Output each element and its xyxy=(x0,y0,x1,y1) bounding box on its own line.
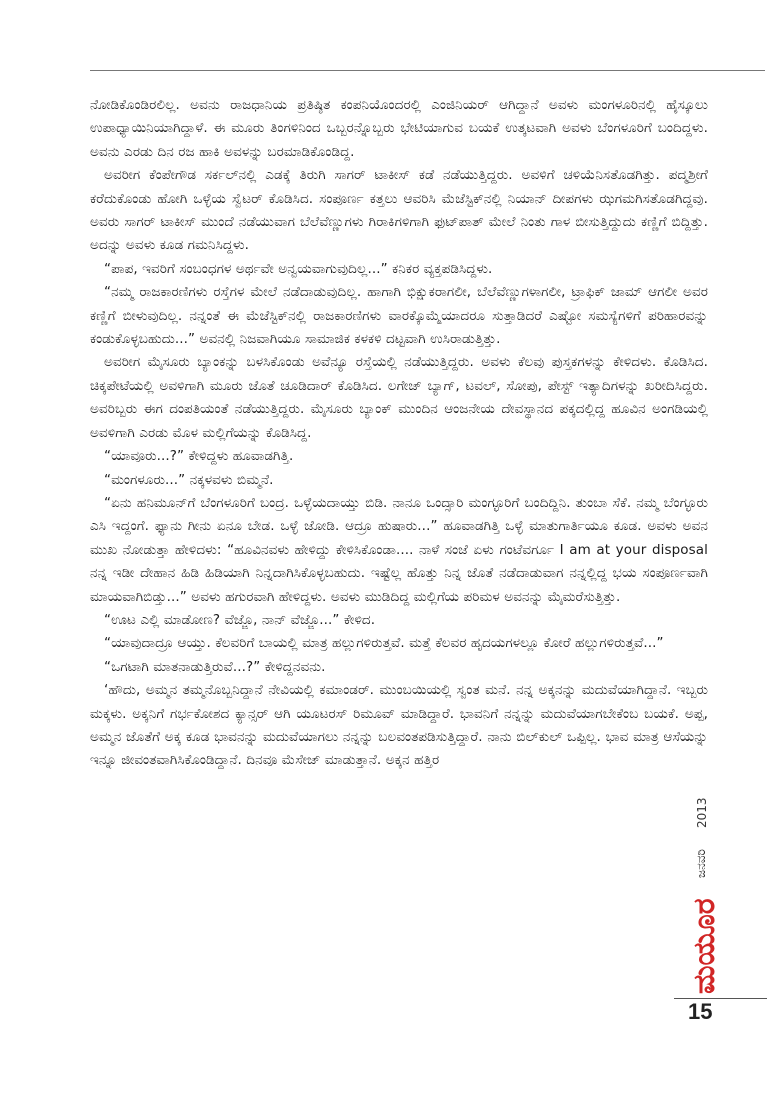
top-rule xyxy=(90,70,765,71)
paragraph: ನೋಡಿಕೊಂಡಿರಲಿಲ್ಲ. ಅವನು ರಾಜಧಾನಿಯ ಪ್ರತಿಷ್ಠಿತ ಕಂಪನಿಯೊಂದರಲ್ಲಿ ಎಂಜಿನಿಯರ್ ಆಗಿದ್ದಾನೆ ಅವಳು ಮಂಗಳೂರಿನಲ್ಲಿ ಹೈಸ್ಕೂಲು ಉಪಾಧ್ಯಾಯಿನಿಯಾಗಿದ್ದಾಳೆ. ಈ ಮೂರು ತಿಂಗಳಿನಿಂದ ಒಬ್ಬರನ್ನೊಬ್ಬರು ಭೇಟಿಯಾಗುವ ಬಯಕೆ ಉತ್ಕಟವಾಗಿ ಅವಳು ಬೆಂಗಳೂರಿಗೆ ಬಂದಿದ್ದಳು. ಅವನು ಎರಡು ದಿನ ರಜ ಹಾಕಿ ಅವಳನ್ನು ಬರಮಾಡಿಕೊಂಡಿದ್ದ. xyxy=(90,97,708,160)
paragraph: “ನಮ್ಮ ರಾಜಕಾರಣಿಗಳು ರಸ್ತೆಗಳ ಮೇಲೆ ನಡೆದಾಡುವುದಿಲ್ಲ. ಹಾಗಾಗಿ ಭಿಕ್ಷುಕರಾಗಲೀ, ಬೆಲೆವೆಣ್ಣುಗಳಾಗಲೀ, ಟ್ರಾಫಿಕ್ ಜಾಮ್ ಆಗಲೀ ಅವರ ಕಣ್ಣಿಗೆ ಬೀಳುವುದಿಲ್ಲ. ನನ್ನಂತೆ ಈ ಮೆಜೆಸ್ಟಿಕ್‌ನಲ್ಲಿ ರಾಜಕಾರಣಿಗಳು ವಾರಕ್ಕೊಮ್ಮೆಯಾದರೂ ಸುತ್ತಾಡಿದರೆ ಎಷ್ಟೋ ಸಮಸ್ಯೆಗಳಿಗೆ ಪರಿಹಾರವನ್ನು ಕಂಡುಕೊಳ್ಳಬಹುದು...” ಅವನಲ್ಲಿ ನಿಜವಾಗಿಯೂ ಸಾಮಾಜಿಕ ಕಳಕಳಿ ದಟ್ಟವಾಗಿ ಉಸಿರಾಡುತ್ತಿತ್ತು. xyxy=(90,284,708,348)
paragraph: ಅವರೀಗ ಮೈಸೂರು ಬ್ಯಾಂಕನ್ನು ಬಳಸಿಕೊಂಡು ಅವೆನ್ಯೂ ರಸ್ತೆಯಲ್ಲಿ ನಡೆಯುತ್ತಿದ್ದರು. ಅವಳು ಕೆಲವು ಪುಸ್ತಕಗಳನ್ನು ಕೇಳಿದಳು. ಕೊಡಿಸಿದ. ಚಿಕ್ಕಪೇಟೆಯಲ್ಲಿ ಅವಳಿಗಾಗಿ ಮೂರು ಜೊತೆ ಚೂಡಿದಾರ್ ಕೊಡಿಸಿದ. ಲಗೇಜ್ ಬ್ಯಾಗ್, ಟವಲ್, ಸೋಪು, ಪೇಸ್ಟ್ ಇತ್ಯಾದಿಗಳನ್ನು ಖರೀದಿಸಿದ್ದರು. ಅವರಿಬ್ಬರು ಈಗ ದಂಪತಿಯಂತೆ ನಡೆಯುತ್ತಿದ್ದರು. ಮೈಸೂರು ಬ್ಯಾಂಕ್ ಮುಂದಿನ ಆಂಜನೇಯ ದೇವಸ್ಥಾನದ ಪಕ್ಕದಲ್ಲಿದ್ದ ಹೂವಿನ ಅಂಗಡಿಯಲ್ಲಿ ಅವಳಿಗಾಗಿ ಎರಡು ಮೊಳ ಮಲ್ಲಿಗೆಯನ್ನು ಕೊಡಿಸಿದ್ದ. xyxy=(90,354,708,441)
magazine-side-strip xyxy=(683,790,727,1000)
page-number: 15 xyxy=(688,999,713,1024)
paragraph: “ಪಾಪ, ಇವರಿಗೆ ಸಂಬಂಧಗಳ ಅರ್ಥವೇ ಅನ್ವಯವಾಗುವುದಿಲ್ಲ...” ಕನಿಕರ ವ್ಯಕ್ತಪಡಿಸಿದ್ದಳು. xyxy=(104,260,493,277)
paragraph: ‘ಹೌದು, ಅಮ್ಮನ ತಮ್ಮನೊಬ್ಬನಿದ್ದಾನೆ ನೇವಿಯಲ್ಲಿ ಕಮಾಂಡರ್. ಮುಂಬಯಿಯಲ್ಲಿ ಸ್ವಂತ ಮನೆ. ನನ್ನ ಅಕ್ಕನನ್ನು ಮದುವೆಯಾಗಿದ್ದಾನೆ. ಇಬ್ಬರು ಮಕ್ಕಳು. ಅಕ್ಕನಿಗೆ ಗರ್ಭಕೋಶದ ಕ್ಯಾನ್ಸರ್ ಆಗಿ ಯೂಟರಸ್ ರಿಮೂವ್ ಮಾಡಿದ್ದಾರೆ. ಭಾವನಿಗೆ ನನ್ನನ್ನು ಮದುವೆಯಾಗಬೇಕೆಂಬ ಬಯಕೆ. ಅಪ್ಪ, ಅಮ್ಮನ ಜೊತೆಗೆ ಅಕ್ಕ ಕೂಡ ಭಾವನನ್ನು ಮದುವೆಯಾಗಲು ನನ್ನನ್ನು ಬಲವಂತಪಡಿಸುತ್ತಿದ್ದಾರೆ. ನಾನು ಬಿಲ್‌ಕುಲ್ ಒಪ್ಪಿಲ್ಲ. ಭಾವ ಮಾತ್ರ ಆಸೆಯನ್ನು ಇನ್ನೂ ಜೀವಂತವಾಗಿಸಿಕೊಂಡಿದ್ದಾನೆ. ದಿನವೂ ಮೆಸೇಜ್ ಮಾಡುತ್ತಾನೆ. ಅಕ್ಕನ ಹತ್ತಿರ xyxy=(90,682,708,769)
paragraph: “ಏನು ಹನಿಮೂನ್‌ಗೆ ಬೆಂಗಳೂರಿಗೆ ಬಂದ್ರ. ಒಳ್ಳೆಯದಾಯ್ತು ಬಿಡಿ. ನಾನೂ ಒಂದ್ಸಾರಿ ಮಂಗ್ಳೂರಿಗೆ ಬಂದಿದ್ದಿನಿ. ತುಂಬಾ ಸೆಕೆ. ನಮ್ಮ ಬೆಂಗ್ಳೂರು ಎಸಿ ಇದ್ದಂಗೆ. ಫ್ಯಾನು ಗೀನು ಏನೂ ಬೇಡ. ಒಳ್ಳೆ ಜೋಡಿ. ಆದ್ರೂ ಹುಷಾರು...” ಹೂವಾಡಗಿತ್ತಿ ಒಳ್ಳೆ ಮಾತುಗಾರ್ತಿಯೂ ಕೂಡ. ಅವಳು ಅವನ ಮುಖ ನೋಡುತ್ತಾ ಹೇಳಿದಳು: “ಹೂವಿನವಳು ಹೇಳಿದ್ದು ಕೇಳಿಸಿಕೊಂಡಾ.... ನಾಳೆ ಸಂಜೆ ಏಳು ಗಂಟೆವರ್ಗೂ I am at your disposal ನನ್ನ ಇಡೀ ದೇಹಾನ ಹಿಡಿ ಹಿಡಿಯಾಗಿ ನಿನ್ನದಾಗಿಸಿಕೊಳ್ಳಬಹುದು. ಇಷ್ಟೆಲ್ಲ ಹೊತ್ತು ನಿನ್ನ ಜೊತೆ ನಡೆದಾಡುವಾಗ ನನ್ನಲ್ಲಿದ್ದ ಭಯ ಸಂಪೂರ್ಣವಾಗಿ ಮಾಯವಾಗಿಬಿಡ್ತು...” ಅವಳು ಹಗುರವಾಗಿ ಹೇಳಿದ್ದಳು. ಅವಳು ಮುಡಿದಿದ್ದ ಮಲ್ಲಿಗೆಯ ಪರಿಮಳ ಅವನನ್ನು ಮೈಮರೆಸುತ್ತಿತ್ತು. xyxy=(90,494,708,605)
issue-year: 2013 xyxy=(695,797,709,829)
article-body xyxy=(90,94,708,773)
magazine-name: ಮಯೂರ xyxy=(687,898,722,994)
paragraph: “ಊಟ ಎಲ್ಲಿ ಮಾಡೋಣ? ವೆಜ್ಜೊ, ನಾನ್ ವೆಜ್ಜೊ...” ಕೇಳಿದ. xyxy=(104,611,376,628)
paragraph: “ಒಗಟಾಗಿ ಮಾತನಾಡುತ್ತಿರುವೆ...?” ಕೇಳಿದ್ದನವನು. xyxy=(104,658,326,675)
paragraph: “ಯಾವೂರು...?” ಕೇಳಿದ್ದಳು ಹೂವಾಡಗಿತ್ತಿ. xyxy=(104,448,294,465)
paragraph: “ಯಾವುದಾದ್ರೂ ಆಯ್ತು. ಕೆಲವರಿಗೆ ಬಾಯಲ್ಲಿ ಮಾತ್ರ ಹಲ್ಲುಗಳಿರುತ್ತವೆ. ಮತ್ತೆ ಕೆಲವರ ಹೃದಯಗಳಲ್ಲೂ ಕೋರೆ ಹಲ್ಲುಗಳಿರುತ್ತವೆ...” xyxy=(104,635,664,652)
paragraph: “ಮಂಗಳೂರು...” ನಕ್ಕಳವಳು ಬಿಮ್ಮನೆ. xyxy=(104,471,274,488)
issue-month: ಜನವರಿ xyxy=(694,849,708,879)
paragraph: ಅವರೀಗ ಕೆಂಪೇಗೌಡ ಸರ್ಕಲ್‌ನಲ್ಲಿ ಎಡಕ್ಕೆ ತಿರುಗಿ ಸಾಗರ್ ಟಾಕೀಸ್ ಕಡೆ ನಡೆಯುತ್ತಿದ್ದರು. ಅವಳಿಗೆ ಚಳಿಯೆನಿಸತೊಡಗಿತ್ತು. ಪದ್ಮಶ್ರೀಗೆ ಕರೆದುಕೊಂಡು ಹೋಗಿ ಒಳ್ಳೆಯ ಸ್ವೆಟರ್ ಕೊಡಿಸಿದ. ಸಂಪೂರ್ಣ ಕತ್ತಲು ಆವರಿಸಿ ಮೆಜೆಸ್ಟಿಕ್‌ನಲ್ಲಿ ನಿಯಾನ್ ದೀಪಗಳು ಝಗಮಗಿಸತೊಡಗಿದ್ದವು. ಅವರು ಸಾಗರ್ ಟಾಕೀಸ್ ಮುಂದೆ ನಡೆಯುವಾಗ ಬೆಲೆವೆಣ್ಣುಗಳು ಗಿರಾಕಿಗಳಿಗಾಗಿ ಫುಟ್‌ಪಾತ್ ಮೇಲೆ ನಿಂತು ಗಾಳ ಬೀಸುತ್ತಿದ್ದುದು ಕಣ್ಣಿಗೆ ಬಿದ್ದಿತ್ತು. ಅದನ್ನು ಅವಳು ಕೂಡ ಗಮನಿಸಿದ್ದಳು. xyxy=(90,167,708,254)
